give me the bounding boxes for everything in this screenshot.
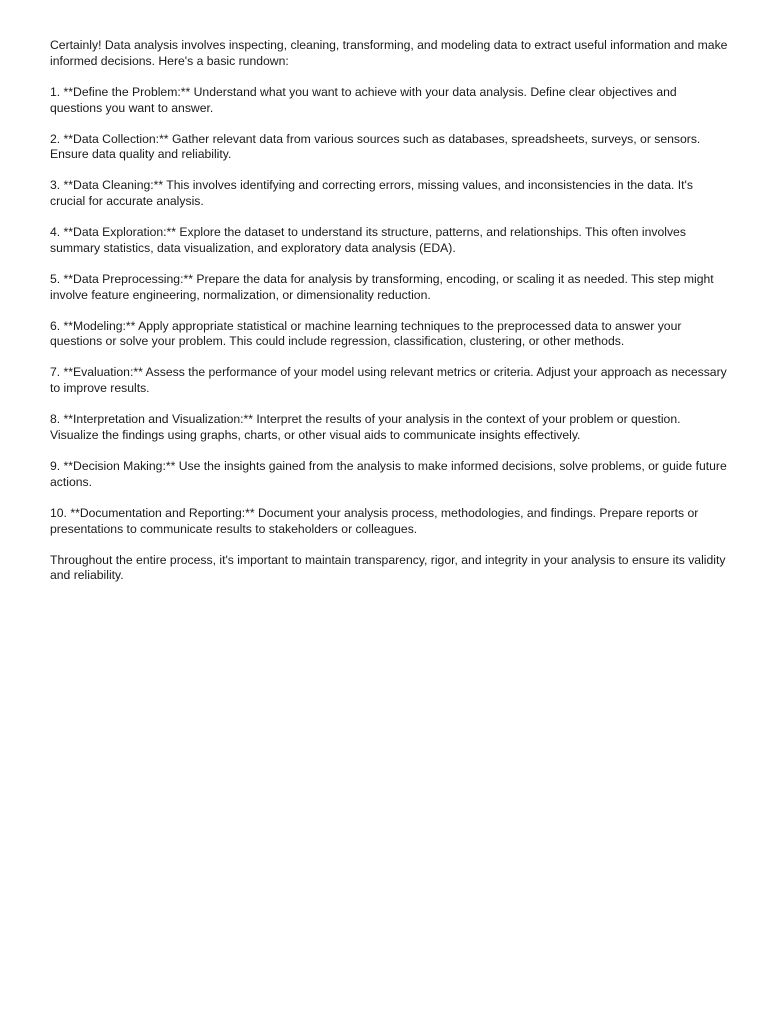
step-1-paragraph: 1. **Define the Problem:** Understand what you want to achieve with your data analysis. Define clear objectives and questions you want to answer.	[50, 84, 677, 115]
step-6-paragraph: 6. **Modeling:** Apply appropriate statistical or machine learning techniques to the preprocessed data to answer your questions or solve your problem. This could include regression, classification, clustering, or other methods.	[50, 318, 682, 349]
step-3-paragraph: 3. **Data Cleaning:** This involves identifying and correcting errors, missing values, and inconsistencies in the data. It's crucial for accurate analysis.	[50, 178, 693, 209]
step-7-paragraph: 7. **Evaluation:** Assess the performance of your model using relevant metrics or criteria. Adjust your approach as necessary to improve results.	[50, 365, 727, 396]
conclusion-paragraph: Throughout the entire process, it's important to maintain transparency, rigor, and integrity in your analysis to ensure its validity and reliability.	[50, 552, 726, 583]
intro-paragraph: Certainly! Data analysis involves inspecting, cleaning, transforming, and modeling data to extract useful information and make informed decisions. Here's a basic rundown:	[50, 38, 728, 68]
step-9-paragraph: 9. **Decision Making:** Use the insights gained from the analysis to make informed decisions, solve problems, or guide future actions.	[50, 459, 727, 489]
step-2-paragraph: 2. **Data Collection:** Gather relevant data from various sources such as databases, spreadsheets, surveys, or sensors. Ensure data quality and reliability.	[50, 131, 701, 162]
step-10-paragraph: 10. **Documentation and Reporting:** Document your analysis process, methodologies, and findings. Prepare reports or presentations to communicate results to stakeholders or colleagues.	[50, 505, 699, 536]
step-5-paragraph: 5. **Data Preprocessing:** Prepare the data for analysis by transforming, encoding, or scaling it as needed. This step might involve feature engineering, normalization, or dimensionality reduction.	[50, 271, 714, 302]
step-8-paragraph: 8. **Interpretation and Visualization:** Interpret the results of your analysis in the context of your problem or question. Visualize the findings using graphs, charts, or other visual aids to communicate insights effectively.	[50, 412, 681, 443]
document-page	[50, 38, 730, 599]
step-4-paragraph: 4. **Data Exploration:** Explore the dataset to understand its structure, patterns, and relationships. This often involves summary statistics, data visualization, and exploratory data analysis (EDA).	[50, 225, 686, 255]
